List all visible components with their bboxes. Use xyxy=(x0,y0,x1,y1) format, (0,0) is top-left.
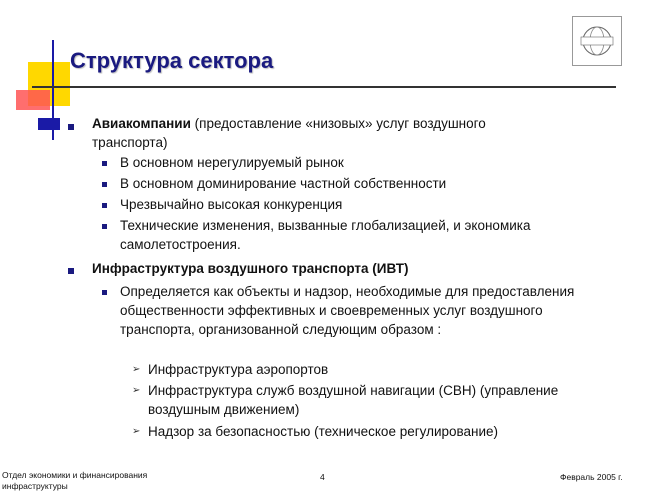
airlines-heading-line1 xyxy=(92,114,486,133)
airlines-item-continued: самолетостроения. xyxy=(120,237,241,252)
infra-subitem: Инфраструктура аэропортов xyxy=(148,362,329,377)
infra-heading: Инфраструктура воздушного транспорта (ИВТ) xyxy=(92,261,409,276)
arrow-bullet-icon: ➢ xyxy=(132,385,141,396)
page-number: 4 xyxy=(320,472,325,482)
infra-subitem: Инфраструктура служб воздушной навигации (СВН) (управление xyxy=(148,383,559,398)
airlines-heading-line2: транспорта) xyxy=(92,135,168,150)
footer-department-line2: инфраструктуры xyxy=(2,481,68,491)
arrow-bullet-icon: ➢ xyxy=(132,364,141,375)
bullet-square xyxy=(68,268,74,274)
sub-bullet-square xyxy=(102,161,107,166)
arrow-bullet-icon: ➢ xyxy=(132,426,141,437)
airlines-heading-rest: (предоставление «низовых» услуг воздушного xyxy=(190,116,486,131)
airlines-item: В основном доминирование частной собственности xyxy=(120,176,447,191)
sub-bullet-square xyxy=(102,182,107,187)
sub-bullet-square xyxy=(102,203,107,208)
airlines-heading-bold: Авиакомпании xyxy=(92,116,191,131)
footer-department xyxy=(2,470,147,492)
bullet-square xyxy=(68,124,74,130)
footer-department-line1: Отдел экономики и финансирования xyxy=(2,470,148,480)
airlines-item: Технические изменения, вызванные глобализацией, и экономика xyxy=(120,218,531,233)
footer-date: Февраль 2005 г. xyxy=(560,472,623,482)
slide-title: Структура сектора xyxy=(70,48,274,73)
infra-para-line: транспорта, организованной следующим образом : xyxy=(120,322,442,337)
infra-subitem-continued: воздушным движением) xyxy=(148,402,300,417)
sub-bullet-square xyxy=(102,224,107,229)
airlines-item: В основном нерегулируемый рынок xyxy=(120,155,344,170)
sub-bullet-square xyxy=(102,290,107,295)
airlines-item: Чрезвычайно высокая конкуренция xyxy=(120,197,343,212)
infra-para-line: Определяется как объекты и надзор, необходимые для предоставления xyxy=(120,284,575,299)
infra-para-line: общественности эффективных и своевременных услуг воздушного xyxy=(120,303,543,318)
infra-subitem: Надзор за безопасностью (техническое регулирование) xyxy=(148,424,499,439)
